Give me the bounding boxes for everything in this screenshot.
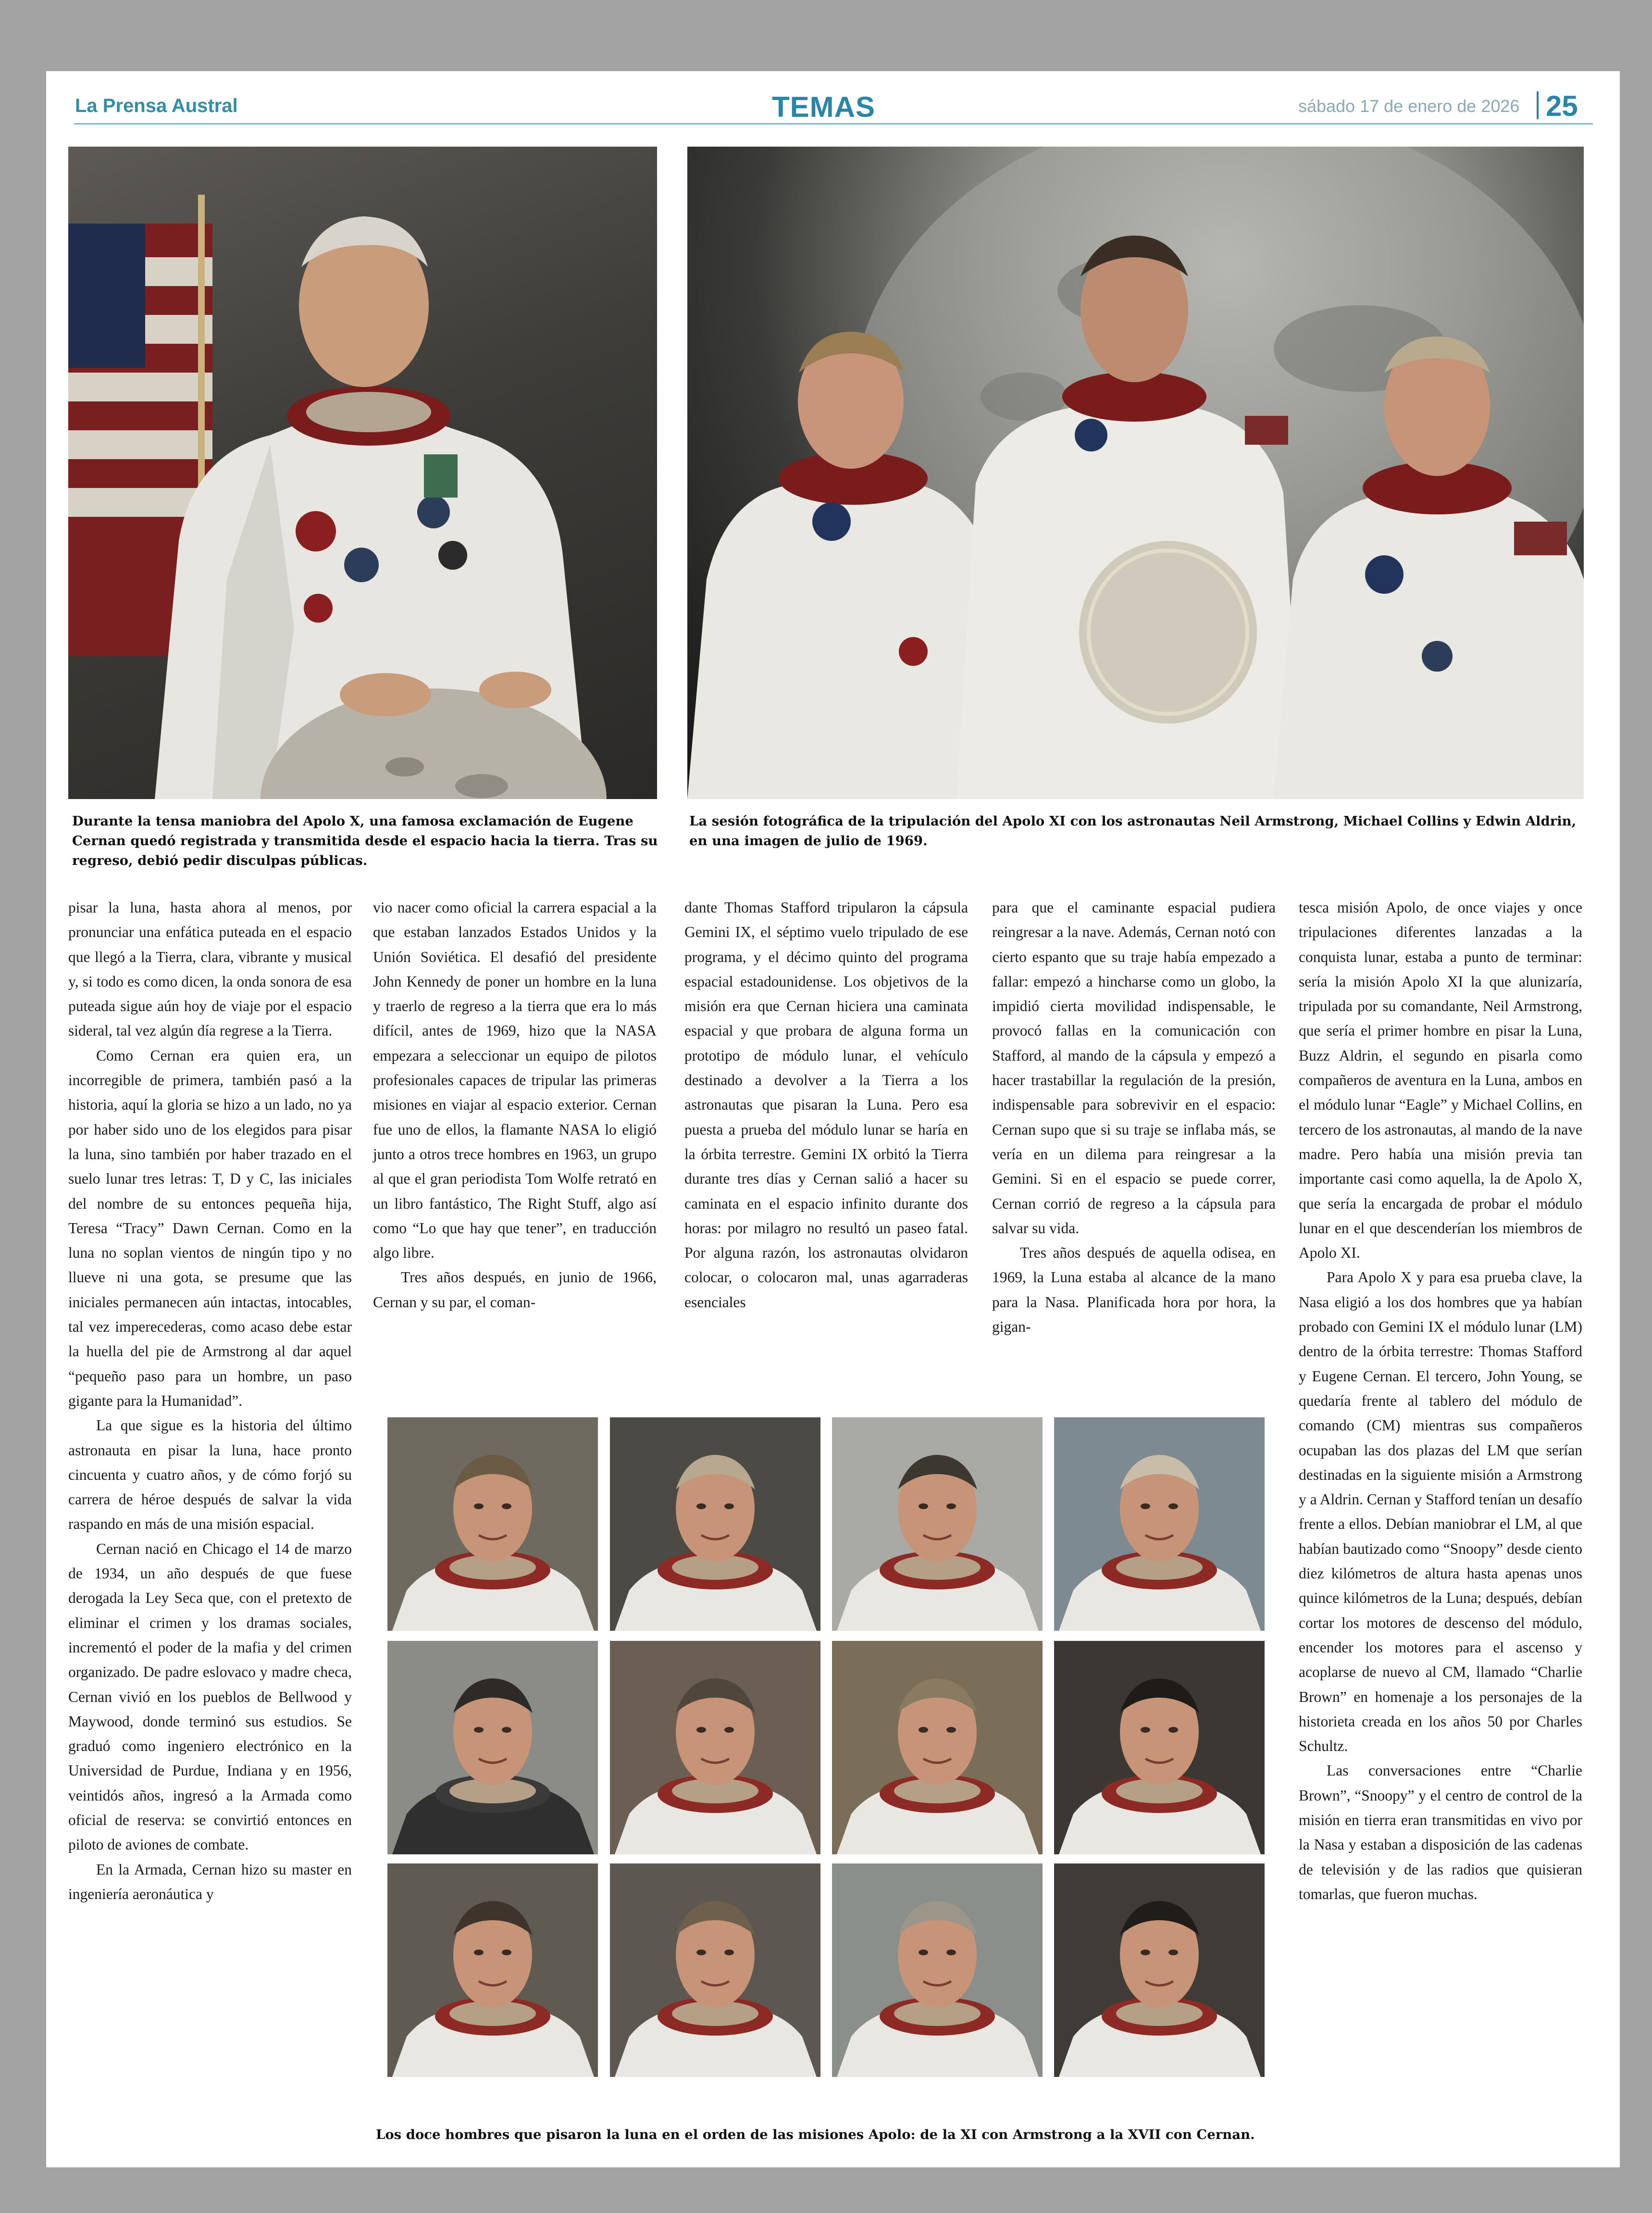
paragraph: En la Armada, Cernan hizo su master en ingeniería aeronáutica y <box>68 1861 352 1902</box>
paragraph: vio nacer como oficial la carrera espacial a la que estaban lanzados Estados Unidos y la Unión Soviética. El desafió del presidente John Kennedy de poner un hombre en la luna y traerlo de regreso a la tierra que era lo más difícil, antes de 1969, hizo que la NASA empezara a seleccionar un equipo de pilotos profesionales capaces de tripular las primeras misiones en viajar al espacio exterior. Cernan fue uno de ellos, la flamante NASA lo eligió junto a otros trece hombres en 1963, un grupo al que el gran periodista Tom Wolfe retrató en un libro fantástico, The Right Stuff, algo así como “Lo que hay que tener”, en traducción algo libre. <box>373 899 657 1262</box>
astronaut-portrait <box>387 1641 598 1854</box>
article-column-3 <box>684 895 968 1314</box>
crew-photo-caption: La sesión fotográfica de la tripulación del Apolo XI con los astronautas Neil Armstrong, Michael Collins y Edwin Aldrin, en una imagen de julio de 1969. <box>689 813 1577 849</box>
article-column-2 <box>373 895 657 1314</box>
astronaut-portrait <box>832 1641 1043 1854</box>
astronaut-portrait <box>832 1417 1043 1631</box>
paragraph: Para Apolo X y para esa prueba clave, la Nasa eligió a los dos hombres que ya habían probado con Gemini IX el módulo lunar (LM) dentro de la órbita terrestre: Thomas Stafford y Eugene Cernan. El tercero, John Young, se quedaría frente al tablero del módulo de comando (CM) mientras sus compañeros ocupaban las dos plazas del LM que serían destinadas en la siguiente misión a Armstrong y a Aldrin. Cernan y Stafford tenían un desafío frente a ellos. Debían maniobrar el LM, al que habían bautizado como “Snoopy” desde ciento diez kilómetros de altura hasta apenas unos quince kilómetros de la Luna; después, debían cortar los motores de descenso del módulo, encender los motores para el ascenso y acoplarse de nuevo al CM, llamado “Charlie Brown” en homenaje a los personajes de la historieta creada en los años 50 por Charles Schultz. <box>1299 1269 1582 1755</box>
cernan-portrait-photo <box>68 147 657 799</box>
astronaut-portrait <box>1054 1417 1265 1631</box>
issue-date: sábado 17 de enero de 2026 <box>1298 96 1520 116</box>
section-title: TEMAS <box>772 91 875 123</box>
paragraph: tesca misión Apolo, de once viajes y once tripulaciones diferentes lanzadas a la conquista lunar, estaba a punto de terminar: sería la misión Apolo XI la que alunizaría, tripulada por su comandante, Neil Armstrong, que sería el primer hombre en pisar la Luna, Buzz Aldrin, el segundo en pisarla como compañeros de aventura en la Luna, ambos en el módulo lunar “Eagle” y Michael Collins, en tercero de los astronautas, al mando de la nave madre. Pero había una misión previa tan importante casi como aquella, la de Apolo X, que sería la encargada de probar el módulo lunar en el que descenderían los miembros de Apolo XI. <box>1299 899 1582 1262</box>
astronaut-portrait <box>1054 1863 1265 2077</box>
moonwalkers-photo-grid <box>387 1417 1273 2100</box>
apollo-xi-crew-photo <box>687 147 1584 799</box>
newspaper-brand: La Prensa Austral <box>75 95 238 116</box>
moonwalkers-caption: Los doce hombres que pisaron la luna en el orden de las misiones Apolo: de la XI con Armstrong a la XVII con Cernan. <box>376 2127 1255 2142</box>
astronaut-portrait <box>387 1417 598 1631</box>
paragraph: Tres años después de aquella odisea, en 1969, la Luna estaba al alcance de la mano para la Nasa. Planificada hora por hora, la gigan- <box>992 1244 1276 1336</box>
astronaut-portrait <box>387 1863 598 2077</box>
paragraph: La que sigue es la historia del último astronauta en pisar la luna, hace pronto cincuenta y cuatro años, y de cómo forjó su carrera de héroe después de salvar la vida raspando en más de una misión espacial. <box>68 1417 352 1533</box>
header-separator <box>1537 91 1539 119</box>
paragraph: Las conversaciones entre “Charlie Brown”, “Snoopy” y el centro de control de la misión en tierra eran transmitidas en vivo por la Nasa y estaban a disposición de las cadenas de televisión y de las radios que quisieran tomarlas, que fueron muchas. <box>1299 1762 1582 1902</box>
paragraph: Como Cernan era quien era, un incorregible de primera, también pasó a la historia, aquí la gloria se hizo a un lado, no ya por haber sido uno de los elegidos para pisar la luna, sino también por haber trazado en el suelo lunar tres letras: T, D y C, las iniciales del nombre de su entonces pequeña hija, Teresa “Tracy” Dawn Cernan. Como en la luna no soplan vientos de ningún tipo y no llueve ni una gota, se presume que las iniciales permanecen aún intactas, intocables, tal vez imperecederas, como acaso debe estar la huella del pie de Armstrong al dar aquel “pequeño paso para un hombre, un paso gigante para la Humanidad”. <box>68 1047 352 1409</box>
page-number: 25 <box>1546 90 1578 122</box>
astronaut-portrait <box>1054 1641 1265 1854</box>
cernan-photo-caption: Durante la tensa maniobra del Apolo X, una famosa exclamación de Eugene Cernan quedó registrada y transmitida desde el espacio hacia la tierra. Tras su regreso, debió pedir disculpas públicas. <box>72 813 658 868</box>
paragraph: dante Thomas Stafford tripularon la cápsula Gemini IX, el séptimo vuelo tripulado de ese programa, y el décimo quinto del programa espacial estadounidense. Los objetivos de la misión era que Cernan hiciera una caminata espacial y que probara de alguna forma un prototipo de módulo lunar, el vehículo destinado a devolver a la Tierra a los astronautas que pisaran la Luna. Pero esa puesta a prueba del módulo lunar se haría en la órbita terrestre. Gemini IX orbitó la Tierra durante tres días y Cernan salió a hacer su caminata en el espacio infinito durante dos horas: por milagro no resultó un paseo fatal. Por alguna razón, los astronautas olvidaron colocar, o colocaron mal, unas agarraderas esenciales <box>684 899 968 1311</box>
paragraph: Tres años después, en junio de 1966, Cernan y su par, el coman- <box>373 1269 657 1311</box>
paragraph: para que el caminante espacial pudiera reingresar a la nave. Además, Cernan notó con cierto espanto que su traje había empezado a fallar: empezó a hincharse como un globo, la impidió cierta movilidad indispensable, le provocó fallas en la comunicación con Stafford, al mando de la cápsula y empezó a hacer trastabillar la regulación de la presión, indispensable para sobrevivir en el espacio: Cernan supo que si su traje se inflaba más, se vería en un dilema para reingresar a la Gemini. Si en el espacio se puede correr, Cernan corrió de regreso a la cápsula para salvar su vida. <box>992 899 1276 1237</box>
astronaut-portrait <box>610 1417 820 1631</box>
newspaper-page <box>46 71 1620 2167</box>
article-column-1 <box>68 895 352 1906</box>
page-header <box>46 71 1620 129</box>
header-rule <box>74 123 1593 125</box>
paragraph: Cernan nació en Chicago el 14 de marzo de 1934, un año después de que fuese derogada la Ley Seca que, con el pretexto de eliminar el crimen y los dramas sociales, incrementó el poder de la mafia y del crimen organizado. De padre eslovaco y madre checa, Cernan vivió en los pueblos de Bellwood y Maywood, donde terminó sus estudios. Se graduó como ingeniero electrónico en la Universidad de Purdue, Indiana y en 1956, veintidós años, ingresó a la Armada como oficial de reserva: se convirtió entonces en piloto de aviones de combate. <box>68 1540 352 1853</box>
astronaut-portrait <box>832 1863 1043 2077</box>
astronaut-portrait <box>610 1863 820 2077</box>
article-column-4 <box>992 895 1276 1339</box>
astronaut-portrait <box>610 1641 820 1854</box>
paragraph: pisar la luna, hasta ahora al menos, por pronunciar una enfática puteada en el espacio que llegó a la Tierra, clara, vibrante y musical y, si todo es como dicen, la onda sonora de esa puteada sigue aún hoy de viaje por el espacio sideral, tal vez algún día regrese a la Tierra. <box>68 899 352 1039</box>
article-column-5 <box>1299 895 1582 1906</box>
